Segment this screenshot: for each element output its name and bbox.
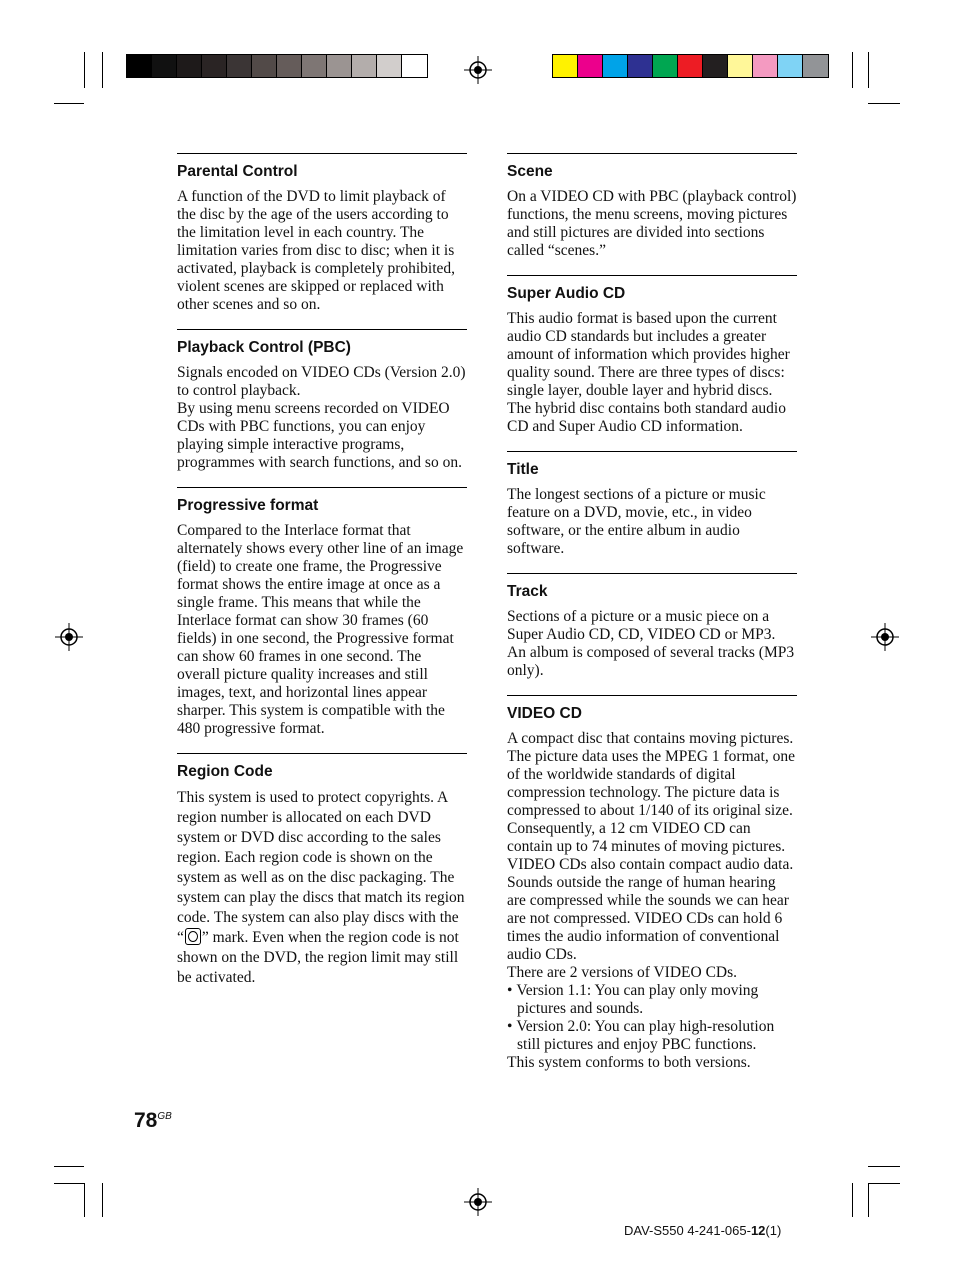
entry-text: Compared to the Interlace format that alternately shows every other line of an image (field) to create one frame, the Progressive format shows the entire image at once as a single frame. This means that while the Interlace format can show 30 frames (60 fields) in one second, the Progressive format can show 60 frames in one second. The overall picture quality increases and still images, text, and horizontal lines appear sharper. This system is compatible with the 480 progressive format. (177, 522, 464, 737)
registration-mark-icon (463, 1187, 493, 1217)
glossary-entry-scene (507, 153, 797, 260)
calibration-swatch (352, 55, 377, 77)
entry-title: Super Audio CD (507, 285, 626, 302)
page-number (134, 1109, 172, 1133)
region-all-icon (185, 928, 201, 945)
entry-title: Region Code (177, 763, 273, 780)
calibration-swatch (377, 55, 402, 77)
list-item: • Version 1.1: You can play only moving pictures and sounds. (507, 982, 797, 1018)
calibration-swatch (678, 55, 703, 77)
entry-text: There are 2 versions of VIDEO CDs. (507, 964, 738, 981)
entry-text: This audio format is based upon the current audio CD standards but includes a greater amount of information which provides higher quality sound. There are three types of discs: single layer, double layer and hybrid discs. The hybrid disc contains both standard audio CD and Super Audio CD information. (507, 310, 790, 435)
entry-title: VIDEO CD (507, 705, 582, 722)
calibration-swatch (778, 55, 803, 77)
entry-title: Track (507, 583, 548, 600)
right-column (507, 153, 797, 1072)
entry-text: By using menu screens recorded on VIDEO CDs with PBC functions, you can enjoy playing simple interactive programs, programmes with search functions, and so on. (177, 400, 462, 471)
calibration-swatch (177, 55, 202, 77)
entry-title: Scene (507, 163, 553, 180)
entry-text: Sections of a picture or a music piece on a Super Audio CD, CD, VIDEO CD or MP3. An album is composed of several tracks (MP3 only). (507, 608, 795, 679)
glossary-entry-track (507, 573, 797, 680)
calibration-swatch (302, 55, 327, 77)
calibration-swatch (327, 55, 352, 77)
glossary-entry-parental-control (177, 153, 467, 314)
grayscale-calibration-bar (126, 54, 428, 78)
calibration-swatch (277, 55, 302, 77)
entry-text: The picture data uses the MPEG 1 format, one of the worldwide standards of digital compression technology. The picture data is compressed to about 1/140 of its original size. Consequently, a 12 cm VIDEO CD can contain up to 74 minutes of moving pictures. (507, 748, 795, 855)
calibration-swatch (628, 55, 653, 77)
glossary-entry-video-cd (507, 695, 797, 1072)
entry-text: Signals encoded on VIDEO CDs (Version 2.0) to control playback. (177, 364, 466, 399)
registration-mark-icon (463, 55, 493, 85)
model-code-bold: 12 (750, 1223, 766, 1238)
glossary-entry-playback-control (177, 329, 467, 472)
model-code (624, 1223, 781, 1238)
model-code-prefix: DAV-S550 4-241-065- (624, 1223, 751, 1238)
model-code-suffix: (1) (765, 1223, 782, 1238)
calibration-swatch (402, 55, 427, 77)
glossary-entry-title (507, 451, 797, 558)
list-item: • Version 2.0: You can play high-resolution still pictures and enjoy PBC functions. (507, 1018, 797, 1054)
entry-text-part: This system is used to protect copyrights. A region number is allocated on each DVD system or DVD disc according to the sales region. Each region code is shown on the system as well as on the disc packaging. The system can play the discs that match its region code. The system can also play discs with the “ (177, 789, 465, 946)
entry-title: Title (507, 461, 539, 478)
page-number-suffix: GB (157, 1111, 172, 1122)
calibration-swatch (578, 55, 603, 77)
entry-text: On a VIDEO CD with PBC (playback control) functions, the menu screens, moving pictures and still pictures are divided into sections called “scenes.” (507, 188, 797, 259)
left-column (177, 153, 467, 988)
calibration-swatch (653, 55, 678, 77)
entry-text: A function of the DVD to limit playback of the disc by the age of the users according to the limitation level in each country. The limitation varies from disc to disc; when it is activated, playback is completely prohibited, violent scenes are skipped or replaced with other scenes and so on. (177, 188, 456, 313)
glossary-entry-region-code (177, 753, 467, 988)
entry-text: The longest sections of a picture or music feature on a DVD, movie, etc., in video software, or the entire album in audio software. (507, 486, 766, 557)
glossary-entry-super-audio-cd (507, 275, 797, 436)
registration-mark-icon (870, 622, 900, 652)
calibration-swatch (152, 55, 177, 77)
page-number-value: 78 (134, 1109, 158, 1132)
calibration-swatch (553, 55, 578, 77)
calibration-swatch (753, 55, 778, 77)
entry-text-part: ” mark. Even when the region code is not shown on the DVD, the region limit may still be activated. (177, 929, 459, 986)
entry-text: This system conforms to both versions. (507, 1054, 751, 1071)
calibration-swatch (227, 55, 252, 77)
entry-title: Progressive format (177, 497, 319, 514)
calibration-swatch (127, 55, 152, 77)
bullet-list (507, 982, 797, 1054)
entry-title: Playback Control (PBC) (177, 339, 351, 356)
entry-text: A compact disc that contains moving pictures. (507, 730, 794, 747)
entry-title: Parental Control (177, 163, 298, 180)
calibration-swatch (252, 55, 277, 77)
calibration-swatch (803, 55, 828, 77)
calibration-swatch (703, 55, 728, 77)
calibration-swatch (603, 55, 628, 77)
registration-mark-icon (54, 622, 84, 652)
glossary-entry-progressive-format (177, 487, 467, 738)
color-calibration-bar (552, 54, 829, 78)
calibration-swatch (202, 55, 227, 77)
entry-text: VIDEO CDs also contain compact audio data. Sounds outside the range of human hearing are compressed while the sounds we can hear are not compressed. VIDEO CDs can hold 6 times the audio information of conventional audio CDs. (507, 856, 794, 963)
calibration-swatch (728, 55, 753, 77)
entry-text (177, 788, 467, 988)
